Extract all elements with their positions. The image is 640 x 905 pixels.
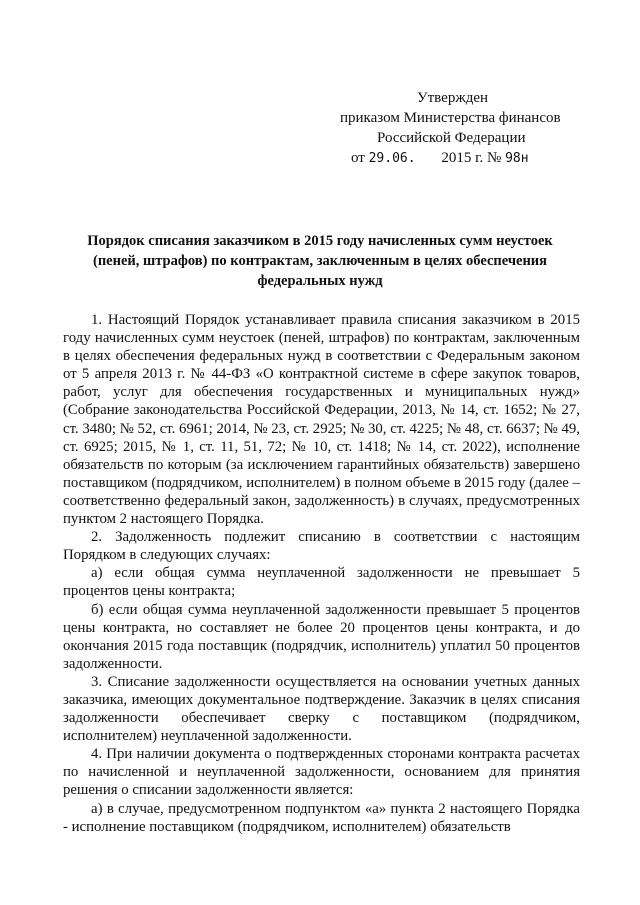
approval-line-order: приказом Министерства финансов xyxy=(340,110,561,126)
title-line: (пеней, штрафов) по контрактам, заключенным в целях обеспечения xyxy=(92,253,547,269)
approval-stamp xyxy=(300,88,600,169)
paragraph-2: 2. Задолженность подлежит списанию в соответствии с настоящим Порядком в следующих случаях: xyxy=(63,529,580,564)
document-body xyxy=(63,311,580,836)
approval-line-approved: Утвержден xyxy=(417,90,489,106)
paragraph-4: 4. При наличии документа о подтвержденных сторонами контракта расчетах по начисленной и неуплаченной задолженности, основанием для принятия решения о списании задолженности является: xyxy=(63,746,580,799)
date-prefix: от xyxy=(351,150,365,166)
paragraph-2b: б) если общая сумма неуплаченной задолженности превышает 5 процентов цены контракта, но составляет не более 20 процентов цены контракта, и до окончания 2015 года поставщик (подрядчик, исполнитель) уплатил 50 процентов задолженности. xyxy=(63,601,580,672)
handwritten-order-number: 98н xyxy=(505,151,529,166)
paragraph-1: 1. Настоящий Порядок устанавливает правила списания заказчиком в 2015 году начисленных сумм неустоек (пеней, штрафов) по контрактам, заключенным в целях обеспечения федеральных нужд в соответствии с Федеральным законом от 5 апреля 2013 г. № 44-ФЗ «О контрактной системе в сфере закупок товаров, работ, услуг для обеспечения государственных и муниципальных нужд» (Собрание законодательства Российской Федерации, 2013, № 14, ст. 1652; № 27, ст. 3480; № 52, ст. 6961; 2014, № 23, ст. 2925; № 30, ст. 4225; № 48, ст. 6637; № 49, ст. 6925; 2015, № 1, ст. 11, 51, 72; № 10, ст. 1418; № 14, ст. 2022), исполнение обязательств по которым (за исключением гарантийных обязательств) завершено поставщиком (подрядчиком, исполнителем) в полном объеме в 2015 году (далее – соответственно федеральный закон, задолженность) в случаях, предусмотренных пунктом 2 настоящего Порядка. xyxy=(63,312,580,528)
paragraph-2a: а) если общая сумма неуплаченной задолженности не превышает 5 процентов цены контракта; xyxy=(63,565,580,600)
approval-line-federation: Российской Федерации xyxy=(377,130,526,146)
paragraph-4a: а) в случае, предусмотренном подпунктом «а» пункта 2 настоящего Порядка - исполнение поставщиком (подрядчиком, исполнителем) обязательств xyxy=(63,800,580,835)
title-line: Порядок списания заказчиком в 2015 году начисленных сумм неустоек xyxy=(87,233,553,249)
title-line: федеральных нужд xyxy=(257,273,383,289)
document-title xyxy=(80,231,560,291)
paragraph-3: 3. Списание задолженности осуществляется на основании учетных данных заказчика, имеющих документальное подтверждение. Заказчик в целях списания задолженности обеспечивает сверку с поставщиком (подрядчиком, исполнителем) неуплаченной задолженности. xyxy=(63,673,580,745)
number-prefix: № xyxy=(487,150,502,166)
date-year: 2015 г. xyxy=(441,150,484,166)
approval-date-line xyxy=(300,148,600,169)
handwritten-date: 29.06. xyxy=(368,151,416,166)
